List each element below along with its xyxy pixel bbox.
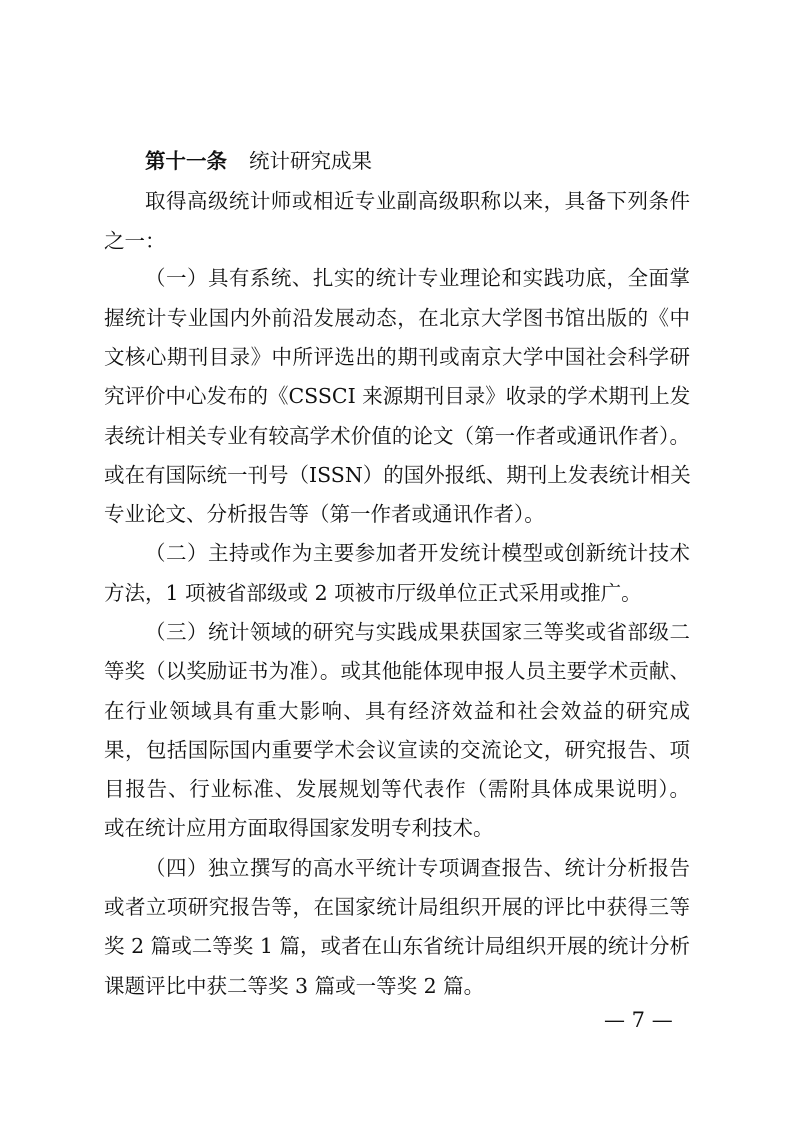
paragraph-line: 握统计专业国内外前沿发展动态，在北京大学图书馆出版的《中 — [104, 306, 690, 330]
paragraph-line: 在行业领域具有重大影响、具有经济效益和社会效益的研究成 — [104, 699, 690, 723]
paragraph-line: 或者立项研究报告等，在国家统计局组织开展的评比中获得三等 — [104, 895, 690, 919]
paragraph-line: 取得高级统计师或相近专业副高级职称以来，具备下列条件 — [145, 189, 690, 213]
paragraph-line: 表统计相关专业有较高学术价值的论文（第一作者或通讯作者）。 — [104, 424, 690, 448]
article-title: 统计研究成果 — [249, 149, 372, 173]
paragraph-line: 等奖（以奖励证书为准）。或其他能体现申报人员主要学术贡献、 — [104, 659, 690, 683]
paragraph-line: 或在统计应用方面取得国家发明专利技术。 — [104, 816, 494, 840]
paragraph-line: （一）具有系统、扎实的统计专业理论和实践功底，全面掌 — [145, 266, 690, 290]
paragraph-line: 文核心期刊目录》中所评选出的期刊或南京大学中国社会科学研 — [104, 345, 690, 369]
paragraph-line: 究评价中心发布的《CSSCI 来源期刊目录》收录的学术期刊上发 — [104, 384, 691, 408]
paragraph-line: 之一： — [104, 229, 166, 253]
article-number: 第十一条 — [145, 149, 227, 173]
paragraph-line: 方法，1 项被省部级或 2 项被市厅级单位正式采用或推广。 — [104, 581, 642, 605]
paragraph-line: （三）统计领域的研究与实践成果获国家三等奖或省部级二 — [145, 620, 690, 644]
paragraph-line: 课题评比中获二等奖 3 篇或一等奖 2 篇。 — [104, 974, 485, 998]
paragraph-line: （二）主持或作为主要参加者开发统计模型或创新统计技术 — [145, 541, 690, 565]
paragraph-line: 或在有国际统一刊号（ISSN）的国外报纸、期刊上发表统计相关 — [104, 463, 691, 487]
paragraph-line: （四）独立撰写的高水平统计专项调查报告、统计分析报告 — [145, 856, 690, 880]
article-heading — [145, 141, 690, 181]
page-number: — 7 — — [604, 1008, 673, 1032]
paragraph-line: 果，包括国际国内重要学术会议宣读的交流论文，研究报告、项 — [104, 738, 690, 762]
paragraph-line: 奖 2 篇或二等奖 1 篇，或者在山东省统计局组织开展的统计分析 — [104, 934, 690, 958]
paragraph-line: 专业论文、分析报告等（第一作者或通讯作者）。 — [104, 502, 545, 526]
paragraph-line: 目报告、行业标准、发展规划等代表作（需附具体成果说明）。 — [104, 777, 690, 801]
